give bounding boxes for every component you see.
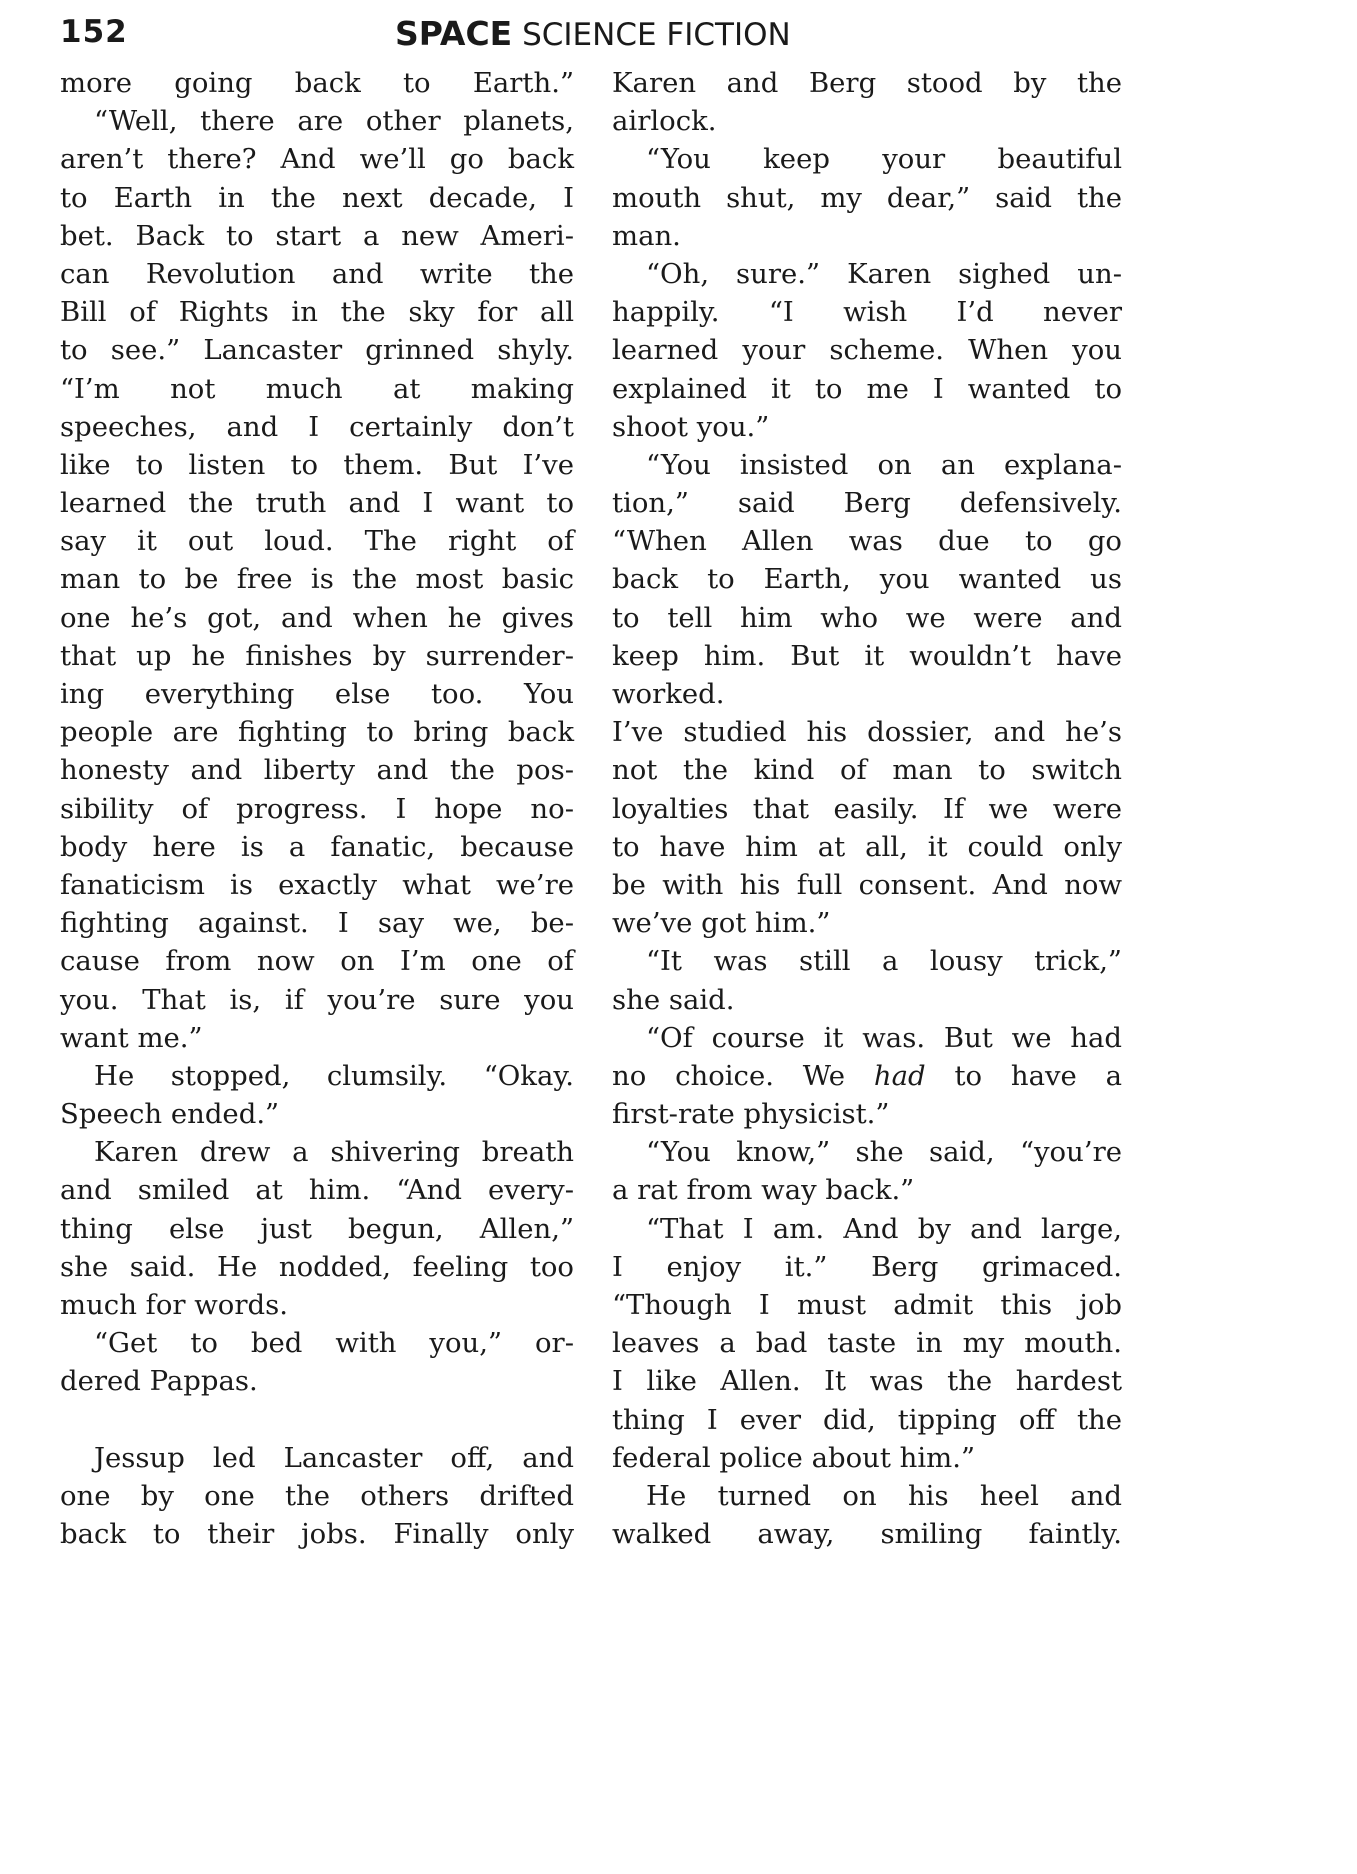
text-line: to tell him who we were and — [612, 601, 1122, 634]
text-line: “You keep your beautiful — [646, 143, 1122, 176]
text-line: “Though I must admit this job — [612, 1289, 1122, 1321]
emphasis: had — [873, 1059, 926, 1092]
text-line: more going back to Earth.” — [60, 67, 574, 99]
text-line: that up he finishes by surrender- — [60, 639, 574, 672]
text-line: “When Allen was due to go — [612, 525, 1122, 558]
text-line: I’ve studied his dossier, and he’s — [612, 716, 1122, 749]
text-line: aren’t there? And we’ll go back — [60, 143, 574, 176]
text-line: He stopped, clumsily. “Okay. — [94, 1059, 574, 1092]
text-line: “That I am. And by and large, — [646, 1212, 1122, 1245]
text-line: “It was still a lousy trick,” — [646, 945, 1122, 978]
text-line: to Earth in the next decade, I — [60, 181, 574, 214]
text-line: speeches, and I certainly don’t — [60, 410, 574, 443]
text-line: cause from now on I’m one of — [60, 945, 574, 978]
text-line: no choice. We had to have a — [612, 1059, 1122, 1092]
text-line: man. — [612, 219, 681, 252]
text-line: thing I ever did, tipping off the — [612, 1403, 1122, 1436]
text-line: to have him at all, it could only — [612, 830, 1122, 863]
text-line: and smiled at him. “And every- — [60, 1174, 574, 1207]
text-line: learned the truth and I want to — [60, 487, 574, 520]
text-line: “Get to bed with you,” or- — [94, 1327, 574, 1360]
text-line: to see.” Lancaster grinned shyly. — [60, 334, 574, 367]
text-line: be with his full consent. And now — [612, 868, 1122, 901]
text-line: He turned on his heel and — [646, 1479, 1122, 1512]
text-line — [60, 1401, 574, 1439]
text-line: man to be free is the most basic — [60, 563, 574, 596]
text-line: federal police about him.” — [612, 1441, 976, 1474]
right-text-column — [612, 64, 1122, 1553]
text-line: like to listen to them. But I’ve — [60, 448, 574, 481]
text-line: “I’m not much at making — [60, 372, 574, 405]
running-title-rest: SCIENCE FICTION — [522, 17, 791, 53]
text-line: happily. “I wish I’d never — [612, 296, 1122, 329]
text-line: fanaticism is exactly what we’re — [60, 868, 574, 901]
text-line: ing everything else too. You — [60, 678, 574, 710]
text-line: mouth shut, my dear,” said the — [612, 181, 1122, 214]
text-line: you. That is, if you’re sure you — [60, 983, 574, 1016]
text-line: shoot you.” — [612, 410, 770, 443]
text-line: loyalties that easily. If we were — [612, 792, 1122, 825]
text-line: body here is a fanatic, because — [60, 830, 574, 863]
text-line: “You insisted on an explana- — [646, 448, 1122, 481]
text-line: one by one the others drifted — [60, 1479, 574, 1512]
text-line: honesty and liberty and the pos- — [60, 754, 574, 787]
text-line: people are fighting to bring back — [60, 716, 574, 749]
text-line: “Well, there are other planets, — [94, 105, 574, 138]
text-line: we’ve got him.” — [612, 907, 831, 940]
running-title-bold: SPACE — [395, 14, 513, 53]
text-line: I like Allen. It was the hardest — [612, 1365, 1122, 1398]
text-line: “You know,” she said, “you’re — [646, 1136, 1122, 1169]
text-line: Speech ended.” — [60, 1098, 280, 1131]
page-number: 152 — [60, 14, 128, 50]
text-line: she said. He nodded, feeling too — [60, 1250, 574, 1283]
text-line: much for words. — [60, 1289, 288, 1321]
text-line: airlock. — [612, 105, 717, 138]
text-line: want me.” — [60, 1021, 203, 1054]
text-line: she said. — [612, 983, 735, 1016]
text-line: worked. — [612, 678, 725, 710]
text-line: back to their jobs. Finally only — [60, 1518, 574, 1551]
text-line: thing else just begun, Allen,” — [60, 1212, 574, 1245]
text-line: say it out loud. The right of — [60, 525, 574, 558]
left-text-column — [60, 64, 574, 1553]
text-line: “Oh, sure.” Karen sighed un- — [646, 257, 1122, 290]
text-line: can Revolution and write the — [60, 257, 574, 290]
text-line: fighting against. I say we, be- — [60, 907, 574, 940]
text-line: Jessup led Lancaster off, and — [94, 1441, 574, 1474]
text-line: keep him. But it wouldn’t have — [612, 639, 1122, 672]
text-line: bet. Back to start a new Ameri- — [60, 219, 574, 252]
text-line: walked away, smiling faintly. — [612, 1518, 1122, 1551]
text-line: Karen drew a shivering breath — [94, 1136, 574, 1169]
text-line: sibility of progress. I hope no- — [60, 792, 574, 825]
text-line: leaves a bad taste in my mouth. — [612, 1327, 1122, 1360]
text-line: a rat from way back.” — [612, 1174, 915, 1207]
text-line: Bill of Rights in the sky for all — [60, 296, 574, 329]
text-line: “Of course it was. But we had — [646, 1021, 1122, 1054]
running-title — [395, 14, 791, 53]
text-line: not the kind of man to switch — [612, 754, 1122, 787]
text-line: learned your scheme. When you — [612, 334, 1122, 367]
text-line: dered Pappas. — [60, 1365, 258, 1398]
text-line: explained it to me I wanted to — [612, 372, 1122, 405]
text-line: I enjoy it.” Berg grimaced. — [612, 1250, 1122, 1283]
text-line: one he’s got, and when he gives — [60, 601, 574, 634]
page-header — [60, 12, 1120, 72]
text-line: tion,” said Berg defensively. — [612, 487, 1122, 520]
text-line: Karen and Berg stood by the — [612, 67, 1122, 99]
text-line: first-rate physicist.” — [612, 1098, 890, 1131]
text-line: back to Earth, you wanted us — [612, 563, 1122, 596]
